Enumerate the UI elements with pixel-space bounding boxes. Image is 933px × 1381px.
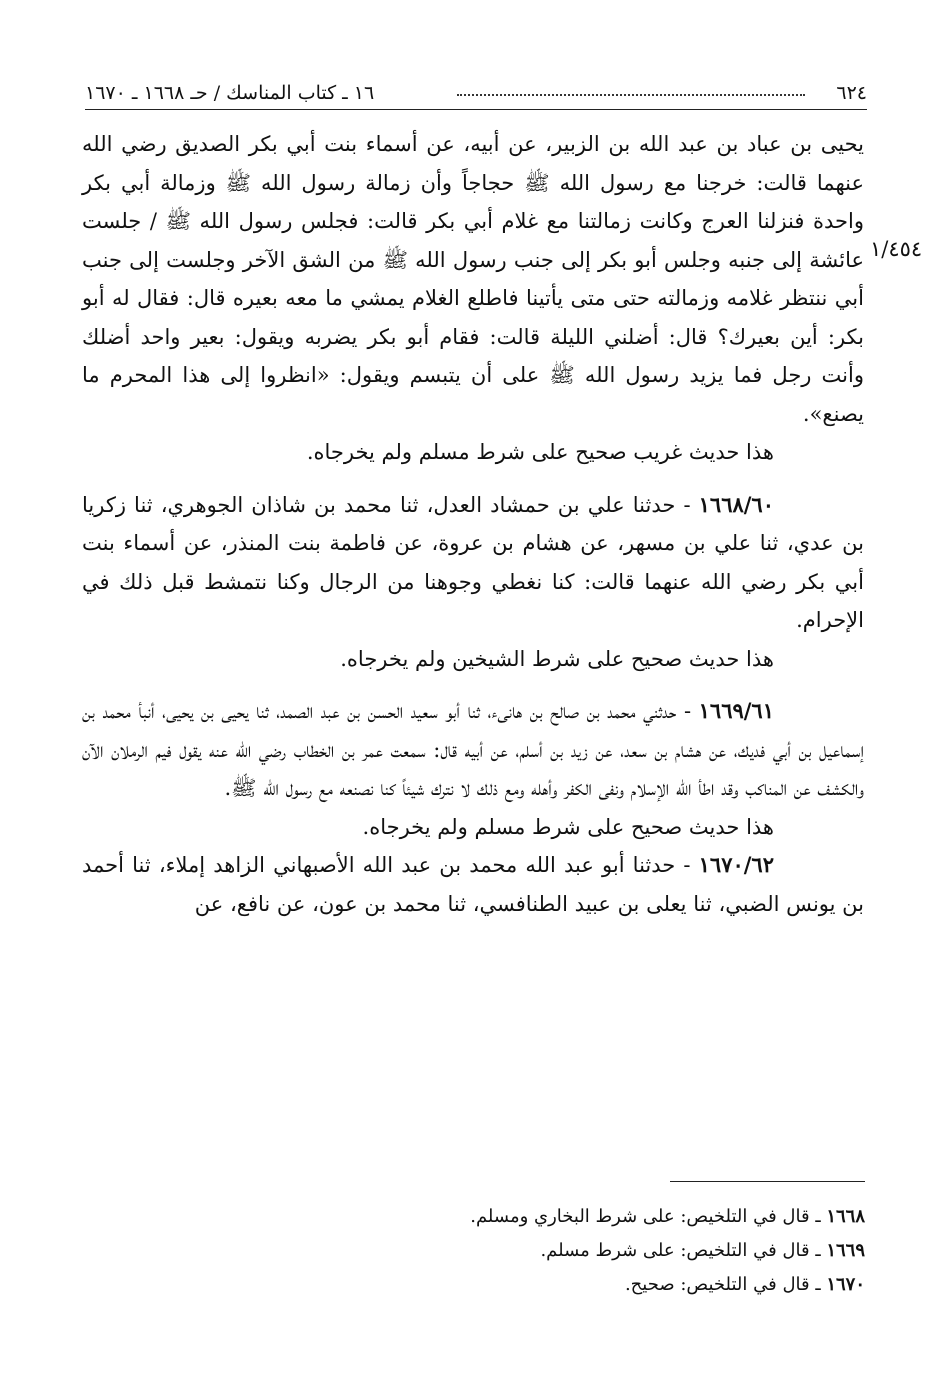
page-number: ٦٢٤ bbox=[836, 82, 867, 104]
footnote-number: ١٦٦٩ bbox=[826, 1240, 865, 1261]
leader-dots bbox=[457, 94, 805, 96]
hadith-text: - حدثنا أبو عبد الله محمد بن عبد الله الأصبهاني الزاهد إملاء، ثنا أحمد بن يونس الضبي، ثنا يعلى بن عبيد الطنافسي، ثنا محمد بن عون، عن نافع، عن bbox=[82, 853, 864, 916]
hadith-continuation: يحيى بن عباد بن عبد الله بن الزبير، عن أبيه، عن أسماء بنت أبي بكر الصديق رضي الله عنهما قالت: خرجنا مع رسول الله ﷺ حجاجاً وأن زمالة رسول الله ﷺ وزمالة أبي بكر واحدة فنزلنا العرج وكانت زمالتنا مع غلام أبي بكر قالت: فجلس رسول الله ﷺ / جلست عائشة إلى جنبه وجلس أبو بكر إلى جنب رسول الله ﷺ من الشق الآخر وجلست إلى جنب أبي ننتظر غلامه وزمالته حتى متى يأتينا فاطلع الغلام يمشي ما معه بعيره قال: فقال له أبو بكر: أين بعيرك؟ قال: أضلني الليلة قالت: فقام أبو بكر يضربه ويقول: بعير واحد أضلك وأنت رجل فما يزيد رسول الله ﷺ على أن يتبسم ويقول: «انظروا إلى هذا المحرم ما يصنع». bbox=[82, 132, 864, 426]
footnotes bbox=[300, 1200, 865, 1302]
footnote-text: ـ قال في التلخيص: صحيح. bbox=[624, 1274, 827, 1295]
hadith-number: ١٦٧٠/٦٢ bbox=[698, 852, 774, 877]
hadith-1668 bbox=[82, 486, 864, 640]
hadith-1670 bbox=[82, 846, 864, 923]
footnote-number: ١٦٦٨ bbox=[826, 1206, 865, 1227]
footnote-text: ـ قال في التلخيص: على شرط مسلم. bbox=[540, 1240, 827, 1261]
footnote-rule bbox=[670, 1181, 865, 1182]
verdict-line: هذا حديث صحيح على شرط الشيخين ولم يخرجاه. bbox=[340, 646, 774, 671]
spacer bbox=[82, 678, 864, 692]
running-header bbox=[85, 78, 867, 108]
spacer bbox=[82, 472, 864, 486]
verdict-line: هذا حديث صحيح على شرط مسلم ولم يخرجاه. bbox=[362, 814, 774, 839]
hadith-1669 bbox=[82, 692, 864, 808]
hadith-number: ١٦٦٨/٦٠ bbox=[698, 491, 774, 517]
footnote-item bbox=[300, 1200, 865, 1234]
verdict-line: هذا حديث غريب صحيح على شرط مسلم ولم يخرجاه. bbox=[306, 440, 774, 464]
footnote-item bbox=[300, 1234, 865, 1268]
footnote-item bbox=[300, 1268, 865, 1302]
header-rule bbox=[85, 109, 867, 110]
hadith-number: ١٦٦٩/٦١ bbox=[698, 698, 774, 723]
running-title: ١٦ ـ كتاب المناسك / حـ ١٦٦٨ ـ ١٦٧٠ bbox=[85, 82, 375, 104]
footnote-number: ١٦٧٠ bbox=[826, 1274, 865, 1295]
main-text bbox=[82, 125, 864, 923]
margin-page-reference: ١/٤٥٤ bbox=[870, 237, 923, 261]
footnote-text: ـ قال في التلخيص: على شرط البخاري ومسلم. bbox=[470, 1206, 827, 1227]
hadith-text: - حدثنا علي بن حمشاد العدل، ثنا محمد بن شاذان الجوهري، ثنا زكريا بن عدي، ثنا علي بن مسهر، عن هشام بن عروة، عن فاطمة بنت المنذر، عن أسماء بنت أبي بكر رضي الله عنهما قالت: كنا نغطي وجوهنا من الرجال وكنا نتمشط قبل ذلك في الإحرام. bbox=[82, 492, 864, 632]
hadith-text: - حدثني محمد بن صالح بن هانىء، ثنا أبو سعيد الحسن بن عبد الصمد، ثنا يحيى بن يحيى، أنبأ محمد بن إسماعيل بن أبي فديك، عن هشام بن سعد، عن زيد بن أسلم، عن أبيه قال: سمعت عمر بن الخطاب رضي الله عنه يقول فيم الرملان الآن والكشف عن المناكب وقد اطأ الله الإسلام ونفى الكفر وأهله ومع ذلك لا نترك شيئاً كنا نصنعه مع رسول الله ﷺ. bbox=[82, 699, 864, 800]
